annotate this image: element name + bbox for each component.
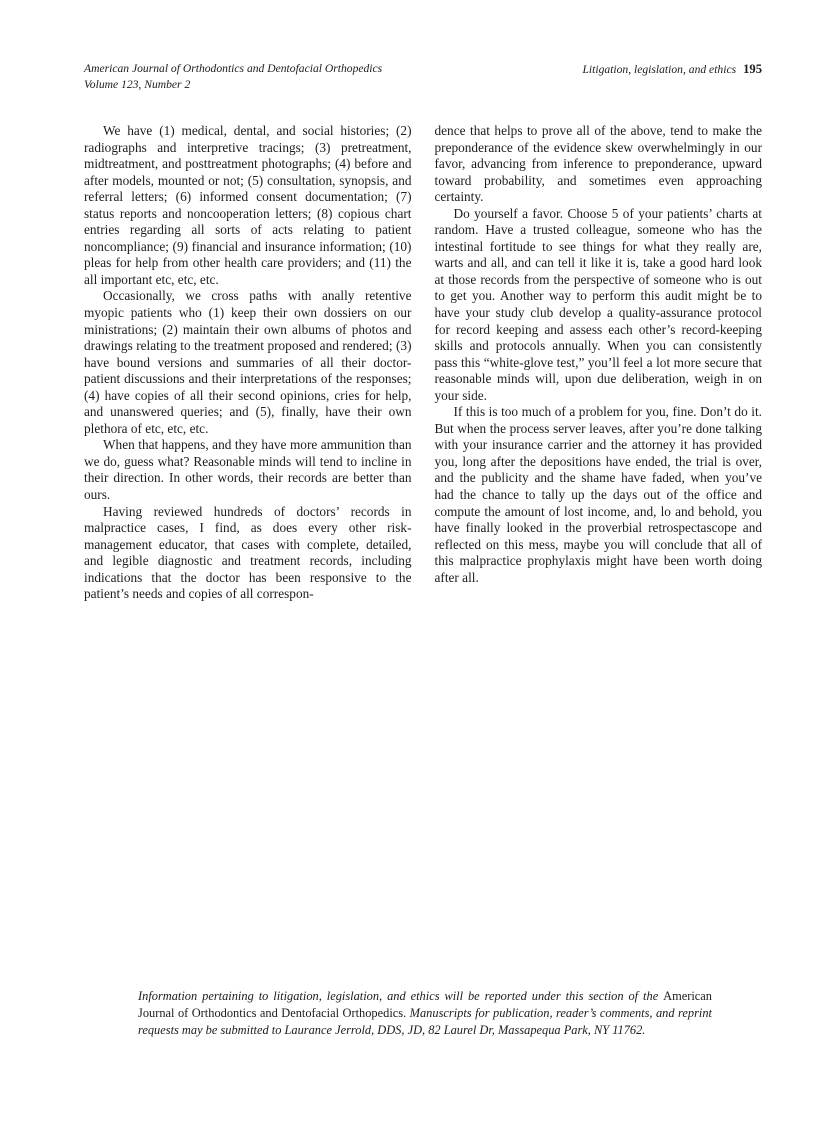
running-head (582, 61, 762, 78)
article-body (84, 123, 762, 603)
paragraph: dence that helps to prove all of the above, tend to make the preponderance of the evidence skew overwhelmingly in our favor, advancing from inference to preponderance, upward toward probability, and sometimes even approaching certainty. (434, 123, 762, 205)
footer-segment: Manuscripts for publication, reader’s comments, and reprint requests may be submitted to Laurance Jerrold, DDS, JD, 82 Laurel Dr, Massapequa Park, NY 11762. (138, 1006, 712, 1038)
paragraph: If this is too much of a problem for you, fine. Don’t do it. But when the process server leaves, after you’re done talking with your insurance carrier and the attorney it has provided you, long after the depositions have ended, the trial is over, and the publicity and the shame have faded, when you’ve had the chance to tally up the days out of the office and compute the amount of lost income, and, lo and behold, you have finally looked in the proverbial retrospectascope and reflected on this mess, maybe you will conclude that all of this malpractice prophylaxis might have been worth doing after all. (434, 404, 762, 585)
page-header (84, 61, 762, 92)
paragraph: Having reviewed hundreds of doctors’ records in malpractice cases, I find, as does every other risk-management educator, that cases with complete, detailed, and legible diagnostic and treatment records, including indications that the doctor has been responsive to the patient’s needs and copies of all correspon- (84, 503, 412, 602)
journal-info (84, 61, 382, 92)
paragraph: We have (1) medical, dental, and social histories; (2) radiographs and interpretive tracings; (3) pretreatment, midtreatment, and posttreatment photographs; (4) before and after models, mounted or not; (5) consultation, synopsis, and referral letters; (6) informed consent documentation; (7) status reports and noncooperation letters; (8) copious chart entries regarding all sorts of acts relating to patient noncompliance; (9) financial and insurance information; (10) pleas for help from other health care providers; and (11) the all important etc, etc, etc. (84, 123, 412, 287)
paragraph: Do yourself a favor. Choose 5 of your patients’ charts at random. Have a trusted colleague, someone who has the intestinal fortitude to see things for what they really are, warts and all, and can tell it like it is, take a good hard look at those records from the perspective of someone who is out to get you. Another way to perform this audit might be to have your study club develop a quality-assurance protocol for record keeping and assess each other’s record-keeping skills and protocols annually. When you can consistently pass this “white-glove test,” you’ll feel a lot more secure that reasonable minds will, upon due deliberation, weigh in on your side. (434, 205, 762, 403)
journal-volume: Volume 123, Number 2 (84, 77, 191, 91)
paragraph: Occasionally, we cross paths with anally retentive myopic patients who (1) keep their own dossiers on our ministrations; (2) maintain their own albums of photos and drawings relating to the treatment proposed and rendered; (3) have bound versions and summaries of all their doctor-patient discussions and their interpretations of the responses; (4) have copies of all their second opinions, cries for help, and unanswered queries; and (5), finally, have their own plethora of etc, etc, etc. (84, 288, 412, 436)
page-number: 195 (743, 62, 762, 76)
right-column (435, 123, 763, 603)
paragraph: When that happens, and they have more ammunition than we do, guess what? Reasonable minds will tend to incline in their direction. In other words, their records are better than ours. (84, 437, 412, 503)
left-column (84, 123, 412, 603)
footer-note (138, 988, 712, 1039)
footer-segment: Information pertaining to litigation, legislation, and ethics will be reported under this section of the (138, 989, 664, 1003)
journal-title: American Journal of Orthodontics and Dentofacial Orthopedics (84, 62, 383, 75)
section-title: Litigation, legislation, and ethics (582, 63, 737, 76)
footer-segment: American Journal of Orthodontics and Dentofacial Orthopedics. (138, 989, 712, 1021)
